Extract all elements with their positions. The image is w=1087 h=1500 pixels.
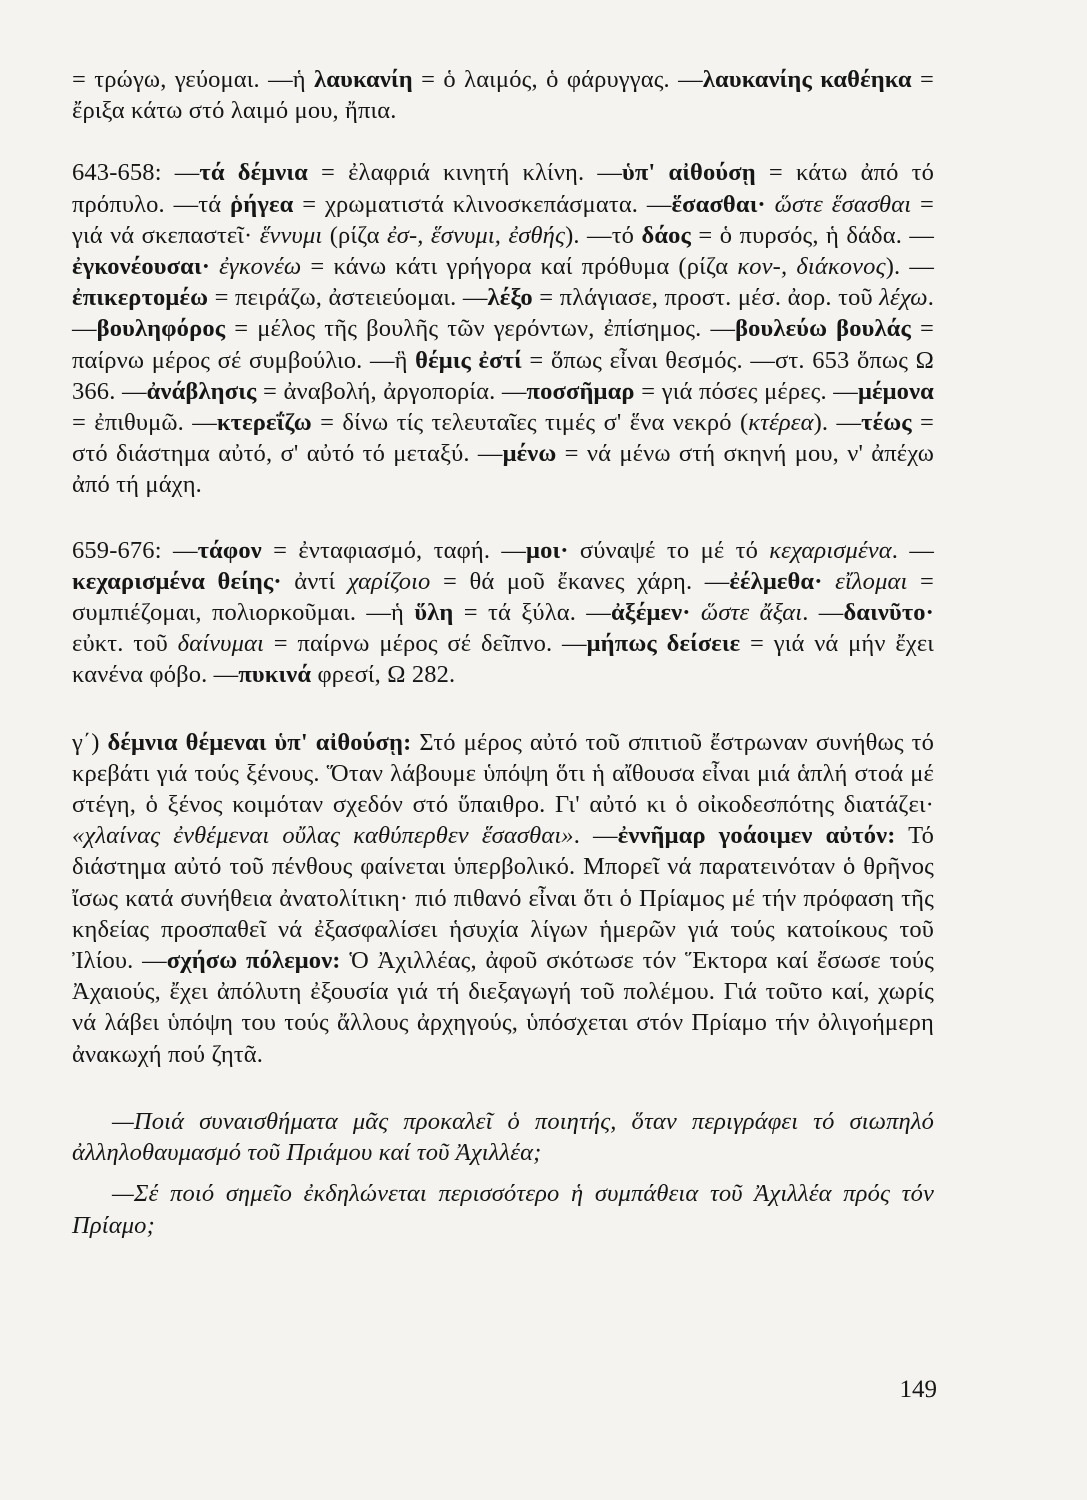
text-run <box>823 568 836 595</box>
text-run: = γιά νά σκεπαστεῖ· <box>72 190 934 249</box>
text-run: = τρώγω, γεύομαι. —ἡ <box>72 66 315 93</box>
text-run: Ὁ Ἀχιλλέας, ἀφοῦ σκότωσε τόν Ἕκτορα καί ἔσωσε τούς Ἀχαιούς, ἔχει ἀπόλυτη ἐξουσία γιά τή διεξαγωγή τοῦ πολέμου. Γιά τοῦτο καί, χωρίς νά λάβει ὑπόψη του τούς ἄλλους ἀρχηγούς, ὑπόσχεται στόν Πρίαμο τήν ὀλιγοήμερη ἀνακωχή πού ζητᾶ. <box>72 947 935 1068</box>
page-number: 149 <box>899 1376 937 1403</box>
italic-term: εἴλομαι <box>835 567 908 595</box>
text-run: = κάνω κάτι γρήγορα καί πρόθυμα (ρίζα <box>301 253 738 281</box>
study-question-2: —Σέ ποιό σημεῖο ἐκδηλώνεται περισσότερο ἡ συμπάθεια τοῦ Ἀχιλλέα πρός τόν Πρίαμο; <box>72 1180 934 1239</box>
text-run: = στό διάστημα αὐτό, σ' αὐτό τό μεταξύ. — <box>72 409 935 468</box>
italic-term: ἕννυμι <box>259 221 323 249</box>
headword: κεχαρισμένα θείης· <box>72 567 282 595</box>
text-run: = ὅπως εἶναι θεσμός. —στ. 653 ὅπως Ω 366. — <box>72 346 934 405</box>
headword: δέμνια θέμεναι ὑπ' αἰθούσῃ: <box>107 728 412 756</box>
headword: δαινῦτο· <box>843 599 935 627</box>
paragraph-commentary-gamma <box>72 727 934 1070</box>
text-run: = μέλος τῆς βουλῆς τῶν γερόντων, ἐπίσημος. — <box>225 315 736 343</box>
headword: μοι· <box>526 536 569 564</box>
headword: τάφον <box>197 536 262 564</box>
text-run <box>210 253 219 280</box>
headword: μέμονα <box>857 377 934 405</box>
text-run: ἀντί <box>281 567 348 595</box>
text-run: . — <box>72 284 934 343</box>
text-run: Στό μέρος αὐτό τοῦ σπιτιοῦ ἔστρωναν συνήθως τό κρεβάτι γιά τούς ξένους. Ὅταν λάβουμε ὑπόψη ὅτι ἡ αἴθουσα εἶναι μιά ἁπλή στοά μέ στέγη, ὁ ξένος κοιμόταν σχεδόν στό ὕπαιθρο. Γι' αὐτό κι ὁ οἰκοδεσπότης διατάζει· <box>72 728 934 819</box>
headword: ἐγκονέουσαι· <box>72 253 211 281</box>
headword: ὕλη <box>414 599 454 627</box>
study-question-1: —Ποιά συναισθήματα μᾶς προκαλεῖ ὁ ποιητής, ὅταν περιγράφει τό σιωπηλό ἀλληλοθαυμασμό τοῦ Πριάμου καί τοῦ Ἀχιλλέα; <box>72 1107 934 1167</box>
text-run: = κάτω ἀπό τό πρόπυλο. —τά <box>72 159 934 218</box>
headword: ἐπικερτομέω <box>72 284 209 312</box>
italic-term: κεχαρισμένα <box>769 536 892 564</box>
text-run: (ρίζα <box>322 221 387 249</box>
text-run: = ἐνταφιασμό, ταφή. — <box>261 536 527 564</box>
italic-term: ἐσ-, ἕσνυμι, ἐσθής <box>386 221 566 249</box>
text-run: . — <box>573 822 618 850</box>
text-run: = γιά νά μήν ἔχει κανένα φόβο. — <box>72 630 935 689</box>
headword: σχήσω πόλεμον: <box>166 947 341 975</box>
text-run: = ὁ πυρσός, ἡ δάδα. — <box>691 221 934 249</box>
headword: ἀξέμεν· <box>610 599 691 627</box>
text-run: εὐκτ. τοῦ <box>72 630 178 658</box>
text-run: ). —τό <box>565 221 642 249</box>
text-run: Τό διάστημα αὐτό τοῦ πένθους φαίνεται ὑπερβολικό. Μπορεῖ νά παρατεινόταν ὁ θρῆνος ἴσως κατά συνήθεια ἀνατολίτικη· πιό πιθανό εἶναι ὅτι ὁ Πρίαμος μέ τήν πρόφαση τῆς κηδείας προσπαθεῖ νά ἐξασφαλίσει ἡσυχία λίγων ἡμερῶν γιά τούς κατοίκους τοῦ Ἰλίου. — <box>72 822 935 975</box>
text-run: = νά μένω στή σκηνή μου, ν' ἀπέχω ἀπό τή μάχη. <box>72 440 934 499</box>
text-run: = γιά πόσες μέρες. — <box>634 377 858 405</box>
text-run: = παίρνω μέρος σέ δεῖπνο. — <box>264 630 587 658</box>
italic-term: δαίνυμαι <box>177 630 264 658</box>
headword: ῥήγεα <box>230 190 294 218</box>
headword: ποσσῆμαρ <box>526 377 635 405</box>
paragraph-vocabulary-659-676 <box>72 535 934 691</box>
text-run: φρεσί, Ω 282. <box>311 661 456 689</box>
text-run <box>691 599 701 626</box>
text-run: = τά ξύλα. — <box>453 599 611 627</box>
headword: πυκινά <box>238 661 312 689</box>
headword: θέμις ἐστί <box>415 346 522 374</box>
headword: δάος <box>641 221 692 249</box>
text-run: = πειράζω, ἀστειεύομαι. — <box>208 284 488 312</box>
headword: ὑπ' αἰθούσῃ <box>621 159 756 187</box>
text-run: . — <box>891 536 935 564</box>
italic-term: κον-, διάκονος <box>737 253 886 281</box>
text-run: 643-658: — <box>72 159 200 187</box>
text-run: = ὁ λαιμός, ὁ φάρυγγας. — <box>412 66 703 93</box>
headword: μένω <box>502 440 557 468</box>
text-run: = πλάγιασε, προστ. μέσ. ἀορ. τοῦ <box>532 284 880 312</box>
headword: βουλεύω βουλάς <box>735 315 911 343</box>
text-run: σύναψέ το μέ τό <box>568 536 770 564</box>
italic-term: ὥστε ἕσασθαι <box>774 190 912 218</box>
text-column <box>72 64 934 1241</box>
headword: λαυκανίης καθέηκα <box>702 66 912 93</box>
text-run: = ἐπιθυμῶ. — <box>72 409 217 437</box>
italic-term: κτέρεα <box>748 409 814 437</box>
headword: τέως <box>861 409 912 437</box>
headword: ἕσασθαι· <box>671 190 766 218</box>
italic-term: ὥστε ἄξαι <box>700 599 803 627</box>
text-run: = συμπιέζομαι, πολιορκοῦμαι. —ἡ <box>72 567 934 627</box>
headword: ἀνάβλησις <box>146 377 257 405</box>
italic-term: «χλαίνας ἐνθέμεναι οὔλας καθύπερθεν ἕσασθαι» <box>72 822 574 850</box>
text-run: = χρωματιστά κλινοσκεπάσματα. — <box>293 190 672 218</box>
text-run: . — <box>802 599 844 627</box>
text-run: = ἀναβολή, ἀργοπορία. — <box>256 377 527 405</box>
text-run: = παίρνω μέρος σέ συμβούλιο. —ἣ <box>72 315 934 374</box>
headword: τά δέμνια <box>199 159 308 187</box>
headword: ἐέλμεθα· <box>729 567 823 595</box>
text-run: 659-676: — <box>72 536 198 564</box>
text-run: = θά μοῦ ἔκανες χάρη. — <box>430 567 730 595</box>
text-run: ). — <box>813 409 862 437</box>
text-run: γ΄) <box>72 728 108 756</box>
text-run: = ἔριξα κάτω στό λαιμό μου, ἤπια. <box>72 66 934 125</box>
text-run <box>766 191 775 218</box>
headword: βουληφόρος <box>96 315 226 343</box>
italic-term: λέχω <box>879 284 928 312</box>
paragraph-vocabulary-1 <box>72 64 934 126</box>
headword: ἐννῆμαρ γοάοιμεν αὐτόν: <box>617 822 896 850</box>
headword: λαυκανίη <box>314 66 413 93</box>
text-run: ). — <box>885 253 935 281</box>
text-run: = δίνω τίς τελευταῖες τιμές σ' ἕνα νεκρό ( <box>311 409 749 437</box>
headword: λέξο <box>487 284 533 312</box>
italic-term: ἐγκονέω <box>219 253 302 281</box>
italic-term: χαρίζοιο <box>347 567 431 595</box>
headword: μήπως δείσειε <box>586 630 741 658</box>
headword: κτερεΐζω <box>216 409 312 437</box>
paragraph-vocabulary-643-658 <box>72 157 934 500</box>
text-run: = ἐλαφριά κινητή κλίνη. — <box>307 159 622 187</box>
